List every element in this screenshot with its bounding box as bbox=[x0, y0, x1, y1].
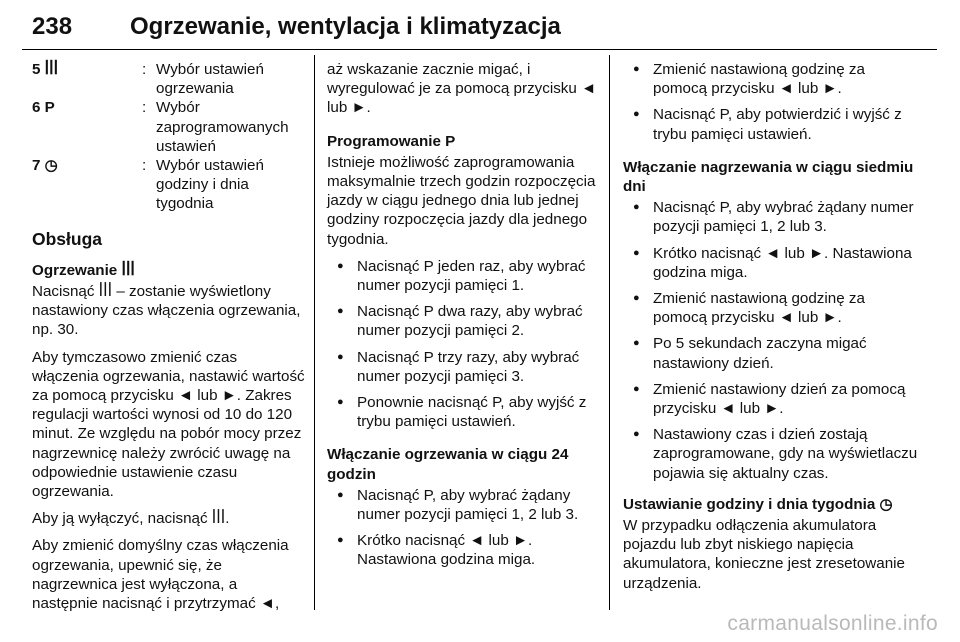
page-number: 238 bbox=[32, 13, 73, 40]
body-paragraph: W przypadku odłączenia akumulatora pojazdu lub zbyt niskiego napięcia akumulatora, konieczne jest zresetowanie urządzenia. bbox=[623, 517, 905, 592]
body-paragraph: Aby tymczasowo zmienić czas włączenia ogrzewania, nastawić wartość za pomocą przycisku ◄ lub ►. Zakres regulacji wartości wynosi od 10 do 120 minut. Ze względu na pobór mocy przez nagrzewnicę należy zwrócić uwagę na odpowiednie ustawienie czasu ogrzewania. bbox=[32, 348, 305, 501]
header-divider bbox=[22, 49, 937, 50]
subsection-heading: Ogrzewanie ꟾꟾꟾ bbox=[32, 261, 135, 279]
list-item: ● Nacisnąć P, aby wybrać żądany numer pozycji pamięci 1, 2 lub 3. bbox=[623, 198, 923, 236]
subsection-heading: Ustawianie godziny i dnia tygodnia ◷ bbox=[623, 495, 893, 513]
subsection-heading: Programowanie P bbox=[327, 132, 456, 150]
legend-key: 7 ◷ bbox=[32, 157, 58, 175]
watermark: carmanualsonline.info bbox=[727, 612, 938, 635]
column-2 bbox=[327, 60, 597, 577]
bullet-list bbox=[623, 60, 923, 144]
list-item: ● Krótko nacisnąć ◄ lub ►. Nastawiona godzina miga. bbox=[327, 531, 597, 569]
legend-value: Wybór ustawień ogrzewania bbox=[156, 61, 264, 98]
list-item: ● Zmienić nastawioną godzinę za pomocą przycisku ◄ lub ►. bbox=[623, 289, 923, 327]
list-item: ● Nacisnąć P trzy razy, aby wybrać numer pozycji pamięci 3. bbox=[327, 348, 597, 386]
legend-value: Wybór zaprogramowanych ustawień bbox=[156, 99, 289, 155]
bullet-list bbox=[327, 486, 597, 570]
column-3 bbox=[623, 60, 923, 601]
column-divider bbox=[314, 55, 315, 610]
column-1 bbox=[32, 60, 307, 621]
body-paragraph: Aby ją wyłączyć, nacisnąć ꟾꟾꟾ. bbox=[32, 510, 230, 528]
subsection-heading: Włączanie ogrzewania w ciągu 24 godzin bbox=[327, 446, 569, 483]
subsection-heading: Włączanie nagrzewania w ciągu siedmiu dni bbox=[623, 158, 914, 196]
legend-item: 7 ◷ : Wybór ustawień godziny i dnia tygodnia bbox=[32, 156, 307, 214]
list-item: ● Zmienić nastawioną godzinę za pomocą przycisku ◄ lub ►. bbox=[623, 60, 923, 98]
legend-item: 6 P : Wybór zaprogramowanych ustawień bbox=[32, 98, 307, 156]
list-item: ● Nacisnąć P jeden raz, aby wybrać numer pozycji pamięci 1. bbox=[327, 257, 597, 295]
body-paragraph: aż wskazanie zacznie migać, i wyregulować je za pomocą przycisku ◄ lub ►. bbox=[327, 61, 597, 117]
legend-item: 5 ꟾꟾꟾ : Wybór ustawień ogrzewania bbox=[32, 60, 307, 98]
list-item: ● Po 5 sekundach zaczyna migać nastawiony dzień. bbox=[623, 334, 923, 372]
legend-value: Wybór ustawień godziny i dnia tygodnia bbox=[156, 157, 264, 213]
bullet-list bbox=[623, 198, 923, 483]
body-paragraph: Istnieje możliwość zaprogramowania maksymalnie trzech godzin rozpoczęcia jazdy w ciągu jednego dnia lub jednej godziny rozpoczęcia jazdy dla jednego tygodnia. bbox=[327, 153, 596, 248]
list-item: ● Ponownie nacisnąć P, aby wyjść z trybu pamięci ustawień. bbox=[327, 393, 597, 431]
body-paragraph: Nacisnąć ꟾꟾꟾ – zostanie wyświetlony nastawiony czas włączenia ogrzewania, np. 30. bbox=[32, 283, 301, 339]
page-title: Ogrzewanie, wentylacja i klimatyzacja bbox=[130, 13, 561, 40]
legend-key: 6 P bbox=[32, 99, 55, 117]
list-item: ● Nacisnąć P, aby wybrać żądany numer pozycji pamięci 1, 2 lub 3. bbox=[327, 486, 597, 524]
body-paragraph: Aby zmienić domyślny czas włączenia ogrzewania, upewnić się, że nagrzewnica jest wyłączona, a następnie nacisnąć i przytrzymać ◄, bbox=[32, 537, 289, 613]
list-item: ● Nacisnąć P, aby potwierdzić i wyjść z trybu pamięci ustawień. bbox=[623, 105, 923, 143]
column-divider bbox=[609, 55, 610, 610]
list-item: ● Zmienić nastawiony dzień za pomocą przycisku ◄ lub ►. bbox=[623, 380, 923, 418]
bullet-list bbox=[327, 257, 597, 432]
list-item: ● Krótko nacisnąć ◄ lub ►. Nastawiona godzina miga. bbox=[623, 244, 923, 282]
list-item: ● Nacisnąć P dwa razy, aby wybrać numer pozycji pamięci 2. bbox=[327, 302, 597, 340]
section-heading: Obsługa bbox=[32, 228, 103, 249]
page-header bbox=[22, 6, 937, 44]
list-item: ● Nastawiony czas i dzień zostają zaprogramowane, gdy na wyświetlaczu pojawia się aktualny czas. bbox=[623, 425, 923, 483]
legend-key: 5 ꟾꟾꟾ bbox=[32, 61, 59, 78]
